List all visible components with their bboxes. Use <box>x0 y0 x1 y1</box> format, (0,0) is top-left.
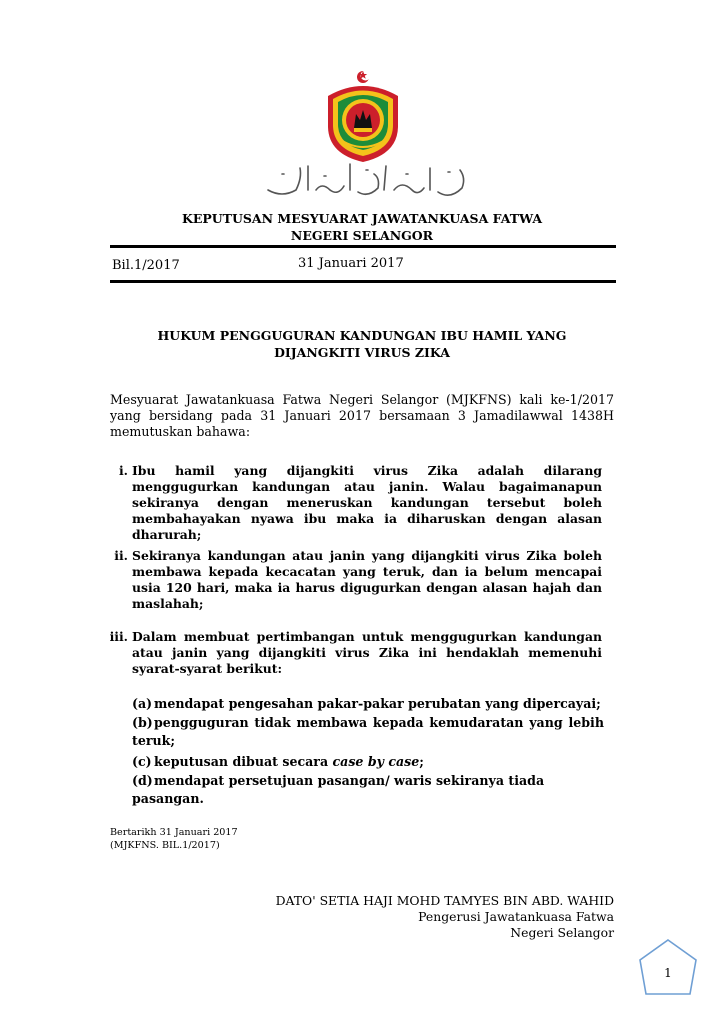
condition-text-italic: case by case <box>332 754 420 769</box>
signatory-position <box>260 909 614 925</box>
ruling-item-number: iii. <box>109 629 128 644</box>
ruling-item-text: Dalam membuat pertimbangan untuk menggugurkan kandungan atau janin yang dijangkiti virus Zika ini hendaklah memenuhi syarat-syarat berikut: <box>132 629 602 676</box>
ruling-item-number: ii. <box>114 548 128 563</box>
arabic-calligraphy-logo <box>262 160 472 204</box>
condition-item <box>132 772 604 808</box>
page-number: 1 <box>664 966 672 980</box>
top-divider <box>110 245 616 248</box>
decision-date: 31 Januari 2017 <box>298 256 404 271</box>
dated-line: Bertarikh 31 Januari 2017 <box>110 827 238 838</box>
condition-label: (d) <box>132 773 153 788</box>
ruling-item <box>104 463 604 542</box>
condition-text: mendapat pengesahan pakar-pakar perubatan yang dipercayai; <box>154 696 601 711</box>
condition-item <box>132 714 604 750</box>
condition-text-end: ; <box>419 754 424 769</box>
ruling-item-text: Sekiranya kandungan atau janin yang dijangkiti virus Zika boleh membawa kepada kecacatan yang teruk, dan ia belum mencapai usia 120 hari, maka ia harus digugurkan dengan alasan hajah dan maslahah; <box>132 548 602 611</box>
ruling-item <box>104 629 604 679</box>
document-title-line2: NEGERI SELANGOR <box>290 228 434 243</box>
signatory-state <box>260 925 614 941</box>
condition-item <box>132 695 604 713</box>
bil-number: Bil.1/2017 <box>112 258 180 273</box>
condition-text: keputusan dibuat secara <box>154 754 333 769</box>
condition-text: mendapat persetujuan pasangan/ waris sekiranya tiada pasangan. <box>132 773 545 806</box>
jabatan-mufti-logo <box>318 68 408 164</box>
subject-line2: DIJANGKITI VIRUS ZIKA <box>274 345 450 360</box>
condition-item <box>132 753 604 771</box>
document-title-line1: KEPUTUSAN MESYUARAT JAWATANKUASA FATWA <box>181 211 543 226</box>
condition-label: (a) <box>132 696 153 711</box>
condition-label: (b) <box>132 715 153 730</box>
reference-line: (MJKFNS. BIL.1/2017) <box>110 840 220 851</box>
ruling-item <box>104 548 604 614</box>
condition-label: (c) <box>132 754 152 769</box>
signatory-name: DATO' SETIA HAJI MOHD TAMYES BIN ABD. WAHID <box>275 893 614 908</box>
ruling-item-number: i. <box>118 463 128 478</box>
bottom-divider <box>110 280 616 283</box>
intro-paragraph: Mesyuarat Jawatankuasa Fatwa Negeri Selangor (MJKFNS) kali ke-1/2017 yang bersidang pada 31 Januari 2017 bersamaan 3 Jamadilawwal 1438H memutuskan bahawa: <box>110 392 614 439</box>
condition-text: pengguguran tidak membawa kepada kemudaratan yang lebih teruk; <box>132 715 604 748</box>
signatory-position-text: Pengerusi Jawatankuasa Fatwa <box>418 909 614 924</box>
signatory-state-text: Negeri Selangor <box>510 925 614 940</box>
ruling-item-text: Ibu hamil yang dijangkiti virus Zika adalah dilarang menggugurkan kandungan atau janin. Walau bagaimanapun sekiranya dengan meneruskan kandungan tersebut boleh membahayakan nyawa ibu maka ia diharuskan dengan alasan dharurah; <box>132 463 602 542</box>
subject-line1: HUKUM PENGGUGURAN KANDUNGAN IBU HAMIL YANG <box>157 328 567 343</box>
